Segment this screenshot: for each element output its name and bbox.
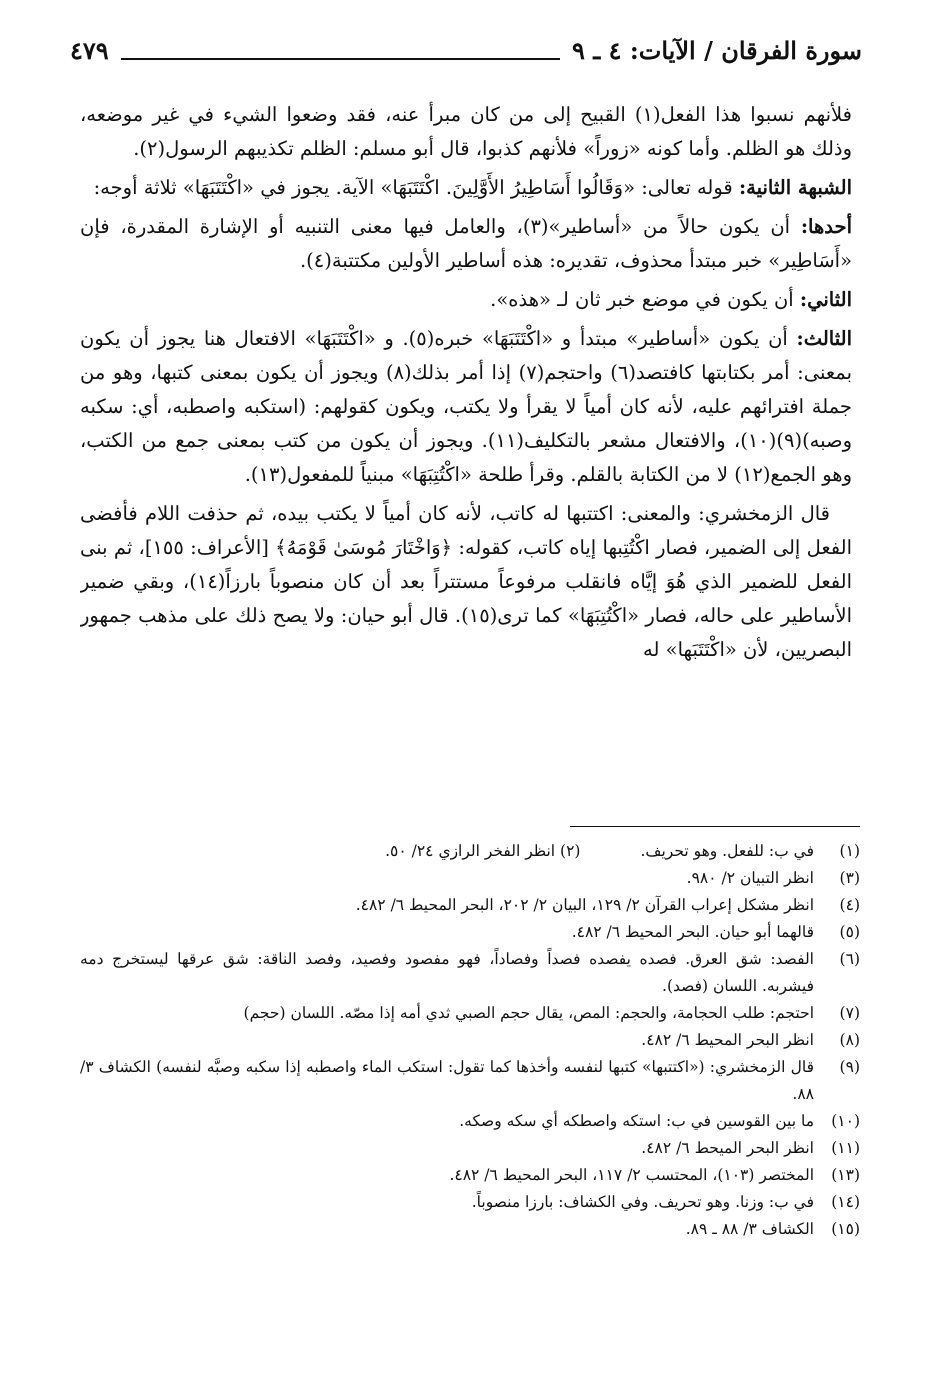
page-number: ٤٧٩: [70, 35, 109, 65]
paragraph-lead: الشبهة الثانية:: [738, 176, 852, 199]
main-text: [80, 98, 852, 810]
footnote: [80, 946, 860, 1000]
footnote: [80, 1216, 860, 1243]
paragraph-lead: الثاني:: [799, 288, 852, 311]
paragraph: [80, 497, 852, 667]
footnote-text: (٢) انظر الفخر الرازي ٢٤/ ٥٠.: [385, 842, 581, 860]
footnote-number: (١٥): [831, 1220, 860, 1238]
footnote-text: احتجم: طلب الحجامة، والحجم: المص، يقال حجم الصبي ثدي أمه إذا مصّه. اللسان (حجم): [243, 1004, 814, 1022]
footnote-number: (٣): [839, 869, 860, 887]
footnote: [80, 919, 860, 946]
paragraph: [80, 322, 852, 492]
footnote-text: انظر البحر الميحط ٦/ ٤٨٢.: [641, 1139, 814, 1157]
footnote-number: (١١): [831, 1139, 860, 1157]
footnote: [80, 892, 860, 919]
footnote: [80, 1135, 860, 1162]
footnote: [80, 1162, 860, 1189]
footnote: [80, 1189, 860, 1216]
footnote-text: انظر التبيان ٢/ ٩٨٠.: [686, 869, 814, 887]
footnote-separator: [570, 826, 860, 827]
footnote-number: (٨): [839, 1031, 860, 1049]
footnote: [80, 838, 860, 865]
footnote-number: (١٤): [831, 1193, 860, 1211]
footnote-text: انظر مشكل إعراب القرآن ٢/ ١٢٩، البيان ٢/ ٢٠٢، البحر المحيط ٦/ ٤٨٢.: [355, 896, 814, 914]
footnote-number: (٥): [839, 923, 860, 941]
footnotes: [80, 838, 860, 1318]
running-title: سورة الفرقان / الآيات: ٤ ـ ٩: [572, 35, 862, 65]
footnote: [80, 1000, 860, 1027]
paragraph-text: أن يكون في موضع خبر ثان لـ «هذه».: [490, 288, 794, 311]
footnote: [80, 1054, 860, 1108]
footnote-text: الفصد: شق العرق. فصده يفصده فصداً وفصاداً، فهو مفصود وفصيد، وفصد الناقة: شق عرقها ليستخرج دمه فيشربه. اللسان (فصد).: [80, 950, 814, 995]
footnote-text: الكشاف ٣/ ٨٨ ـ ٨٩.: [685, 1220, 814, 1238]
footnote-text: قال الزمخشري: («اكتتبها» كتبها لنفسه وأخذها كما تقول: استكب الماء واصطبه إذا سكبه وصبَّه لنفسه) الكشاف ٣/ ٨٨.: [80, 1058, 814, 1103]
paragraph-text: قال الزمخشري: والمعنى: اكتتبها له كاتب، لأنه كان أمياً لا يكتب بيده، ثم حذفت اللام فأفضى الفعل إلى الضمير، فصار اكْتُتِبها إياه كاتب، كقوله: ﴿وَاخْتَارَ مُوسَىٰ قَوْمَهُ﴾ [الأعراف: ١٥٥]، ثم بنى الفعل للضمير الذي هُوَ إيَّاه فانقلب مرفوعاً مستتراً بعد أن كان منصوباً بارزاً(١٤)، وبقي ضمير الأساطير على حاله، فصار «اكْتُتِبَهَا» كما ترى(١٥). قال أبو حيان: ولا يصح ذلك على مذهب جمهور البصريين، لأن «اكْتَتَبَها» له: [80, 502, 852, 661]
footnote: [80, 1027, 860, 1054]
footnote-text: في ب: وزنا. وهو تحريف. وفي الكشاف: بارزا منصوباً.: [471, 1193, 814, 1211]
paragraph: [80, 171, 852, 205]
paragraph: [80, 98, 852, 166]
footnote-number: (١٣): [831, 1166, 860, 1184]
footnote-text: قالهما أبو حيان. البحر المحيط ٦/ ٤٨٢.: [571, 923, 814, 941]
footnote-number: (٤): [839, 896, 860, 914]
footnote: [80, 865, 860, 892]
page-header: [70, 28, 862, 72]
paragraph-lead: أحدها:: [800, 215, 852, 238]
footnote-number: (١٠): [831, 1112, 860, 1130]
footnote-text: انظر البحر المحيط ٦/ ٤٨٢.: [641, 1031, 814, 1049]
paragraph-text: فلأنهم نسبوا هذا الفعل(١) القبيح إلى من كان مبرأ عنه، فقد وضعوا الشيء في غير موضعه، وذلك هو الظلم. وأما كونه «زوراً» فلأنهم كذبوا، قال أبو مسلم: الظلم تكذيبهم الرسول(٢).: [80, 103, 852, 160]
paragraph-text: أن يكون حالاً من «أساطير»(٣)، والعامل فيها معنى التنبيه أو الإشارة المقدرة، فإن «أَسَاطِير» خبر مبتدأ محذوف، تقديره: هذه أساطير الأولين مكتتبة(٤).: [80, 215, 852, 272]
paragraph: [80, 210, 852, 278]
footnote: [80, 1108, 860, 1135]
paragraph: [80, 283, 852, 317]
header-rule: [121, 40, 560, 60]
footnote-number: (٦): [839, 950, 860, 968]
paragraph-lead: الثالث:: [796, 327, 852, 350]
footnote-number: (١): [839, 842, 860, 860]
footnote-number: (٧): [839, 1004, 860, 1022]
paragraph-text: قوله تعالى: «وَقَالُوا أَسَاطِيرُ الأَوَّلِينَ. اكْتَتَبَهَا» الآية. يجوز في «اكْتَتَبَهَا» ثلاثة أوجه:: [93, 176, 733, 199]
paragraph-text: أن يكون «أساطير» مبتدأ و «اكْتَتَبَهَا» خبره(٥). و «اكْتَتَبَهَا» الافتعال هنا يجوز أن يكون بمعنى: أمر بكتابتها كافتصد(٦) واحتجم(٧) إذا أمر بذلك(٨) ويجوز أن يكون بمعنى كتبها، وهو من جملة افترائهم عليه، لأنه كان أمياً لا يقرأ ولا يكتب، ويكون كقولهم: (استكبه واصطبه، أي: سكبه وصبه)(٩)(١٠)، والافتعال مشعر بالتكليف(١١). ويجوز أن يكون من كتب بمعنى جمع من الكتب، وهو الجمع(١٢) لا من الكتابة بالقلم. وقرأ طلحة «اكْتُتِبَهَا» مبنياً للمفعول(١٣).: [80, 327, 852, 486]
footnote-text: في ب: للفعل. وهو تحريف.: [640, 842, 814, 860]
footnote-number: (٩): [839, 1058, 860, 1076]
footnote-text: ما بين القوسين في ب: استكه واصطكه أي سكه وصكه.: [459, 1112, 814, 1130]
footnote-text: المختصر (١٠٣)، المحتسب ٢/ ١١٧، البحر المحيط ٦/ ٤٨٢.: [449, 1166, 814, 1184]
